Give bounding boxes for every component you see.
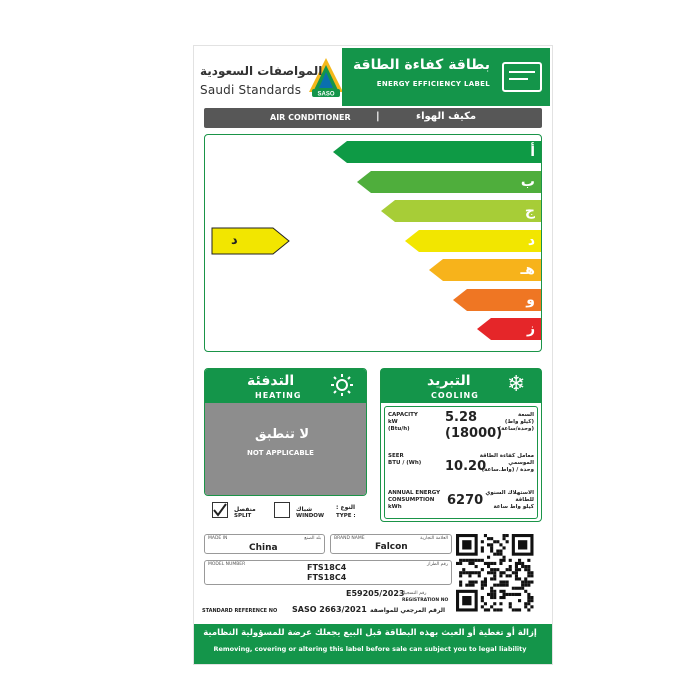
rating-pointer [211, 227, 291, 255]
cooling-panel [380, 368, 542, 522]
efficiency-scale [204, 134, 542, 352]
heating-title-arabic: التدفئة [247, 373, 295, 389]
sun-icon [331, 374, 353, 396]
efficiency-class-bar: و [467, 289, 541, 311]
made-in-field: MADE IN بلد الصنع China [204, 534, 325, 554]
window-checkbox [274, 502, 290, 518]
efficiency-class-bar: ج [395, 200, 541, 222]
efficiency-class-bar: ز [491, 318, 541, 340]
registration-value: E59205/2023 [346, 589, 405, 598]
split-checkbox [212, 502, 228, 518]
label-title-banner [342, 48, 550, 106]
window-label-arabic: شباك [296, 506, 313, 513]
model-field: MODEL NUMBER رقم الطراز FTS18C4 FTS18C4 [204, 560, 452, 585]
seer-label-arabic: معامل كفاءة الطاقة الموسمي وحدة / (واط.ساعة) [479, 453, 534, 473]
standard-value: SASO 2663/2021 [292, 605, 367, 614]
heating-header [205, 369, 366, 403]
not-applicable-arabic: لا تنطبق [255, 427, 310, 442]
standard-label-english: STANDARD REFERENCE NO [202, 608, 278, 614]
efficiency-class-bar: ب [371, 171, 541, 193]
snowflake-icon: ❄ [507, 372, 526, 397]
seer-value: 10.20 [445, 459, 487, 474]
annual-energy-value: 6270 [447, 493, 484, 508]
energy-label [193, 45, 553, 665]
rating-pointer-letter: د [231, 233, 238, 248]
registration-label-arabic: رقم التسجيل [402, 591, 427, 596]
org-name-english: Saudi Standards [200, 83, 302, 97]
air-conditioner-icon [502, 62, 542, 92]
cooling-header [381, 369, 541, 403]
cooling-title-english: COOLING [431, 391, 479, 400]
registration-label-english: REGISTRATION NO [402, 598, 449, 603]
product-type-bar [204, 108, 542, 128]
capacity-kw-value: 5.28 [445, 410, 478, 425]
model-value-line1: FTS18C4 [307, 563, 347, 572]
split-label-english: SPLIT [234, 513, 252, 519]
not-applicable-english: NOT APPLICABLE [247, 449, 314, 457]
cooling-values [384, 406, 538, 519]
capacity-label-english: CAPACITY kW (Btu/h) [388, 412, 418, 432]
type-label-english: TYPE : [336, 513, 356, 519]
heating-panel [204, 368, 367, 496]
annual-energy-label-arabic: الاستهلاك السنوي للطاقة كيلو واط ساعة [485, 490, 534, 510]
checkmark-icon [212, 502, 228, 518]
split-label-arabic: منفصل [234, 506, 256, 513]
efficiency-class-bar: أ [347, 141, 541, 163]
seer-label-english: SEER BTU / (Wh) [388, 453, 422, 466]
qr-code[interactable] [456, 534, 536, 616]
capacity-btu-value: (18000) [445, 426, 503, 441]
standard-label-arabic: الرقم المرجعي للمواصفة [370, 607, 445, 614]
legal-warning-footer [194, 624, 552, 664]
label-title-arabic: بطاقة كفاءة الطاقة [352, 57, 490, 73]
efficiency-class-bar: د [419, 230, 541, 252]
product-type-separator: | [376, 111, 380, 122]
svg-text:SASO: SASO [317, 91, 335, 98]
heating-title-english: HEATING [255, 391, 302, 400]
brand-value: Falcon [375, 542, 408, 552]
window-label-english: WINDOW [296, 513, 325, 519]
brand-field: BRAND NAME العلامة التجارية Falcon [330, 534, 452, 554]
efficiency-class-bar: هـ [443, 259, 541, 281]
legal-warning-arabic: إزالة أو تغطية أو العبث بهذه البطاقة قبل البيع يجعلك عرضة للمسؤولية النظامية [203, 628, 537, 638]
cooling-title-arabic: التبريد [427, 373, 471, 389]
model-value-line2: FTS18C4 [307, 573, 347, 582]
type-label-arabic: النوع : [336, 504, 356, 511]
made-in-value: China [249, 543, 278, 553]
org-name-arabic: المواصفات السعودية [200, 64, 323, 78]
capacity-label-arabic: السعة (كيلو واط) (وحدة/ساعة) [498, 412, 534, 432]
product-type-arabic: مكيف الهواء [416, 111, 477, 122]
label-title-english: ENERGY EFFICIENCY LABEL [376, 80, 490, 88]
annual-energy-label-english: ANNUAL ENERGY CONSUMPTION kWh [388, 490, 441, 510]
legal-warning-english: Removing, covering or altering this label before sale can subject you to legal liability [213, 645, 527, 653]
product-type-english: AIR CONDITIONER [270, 113, 351, 122]
